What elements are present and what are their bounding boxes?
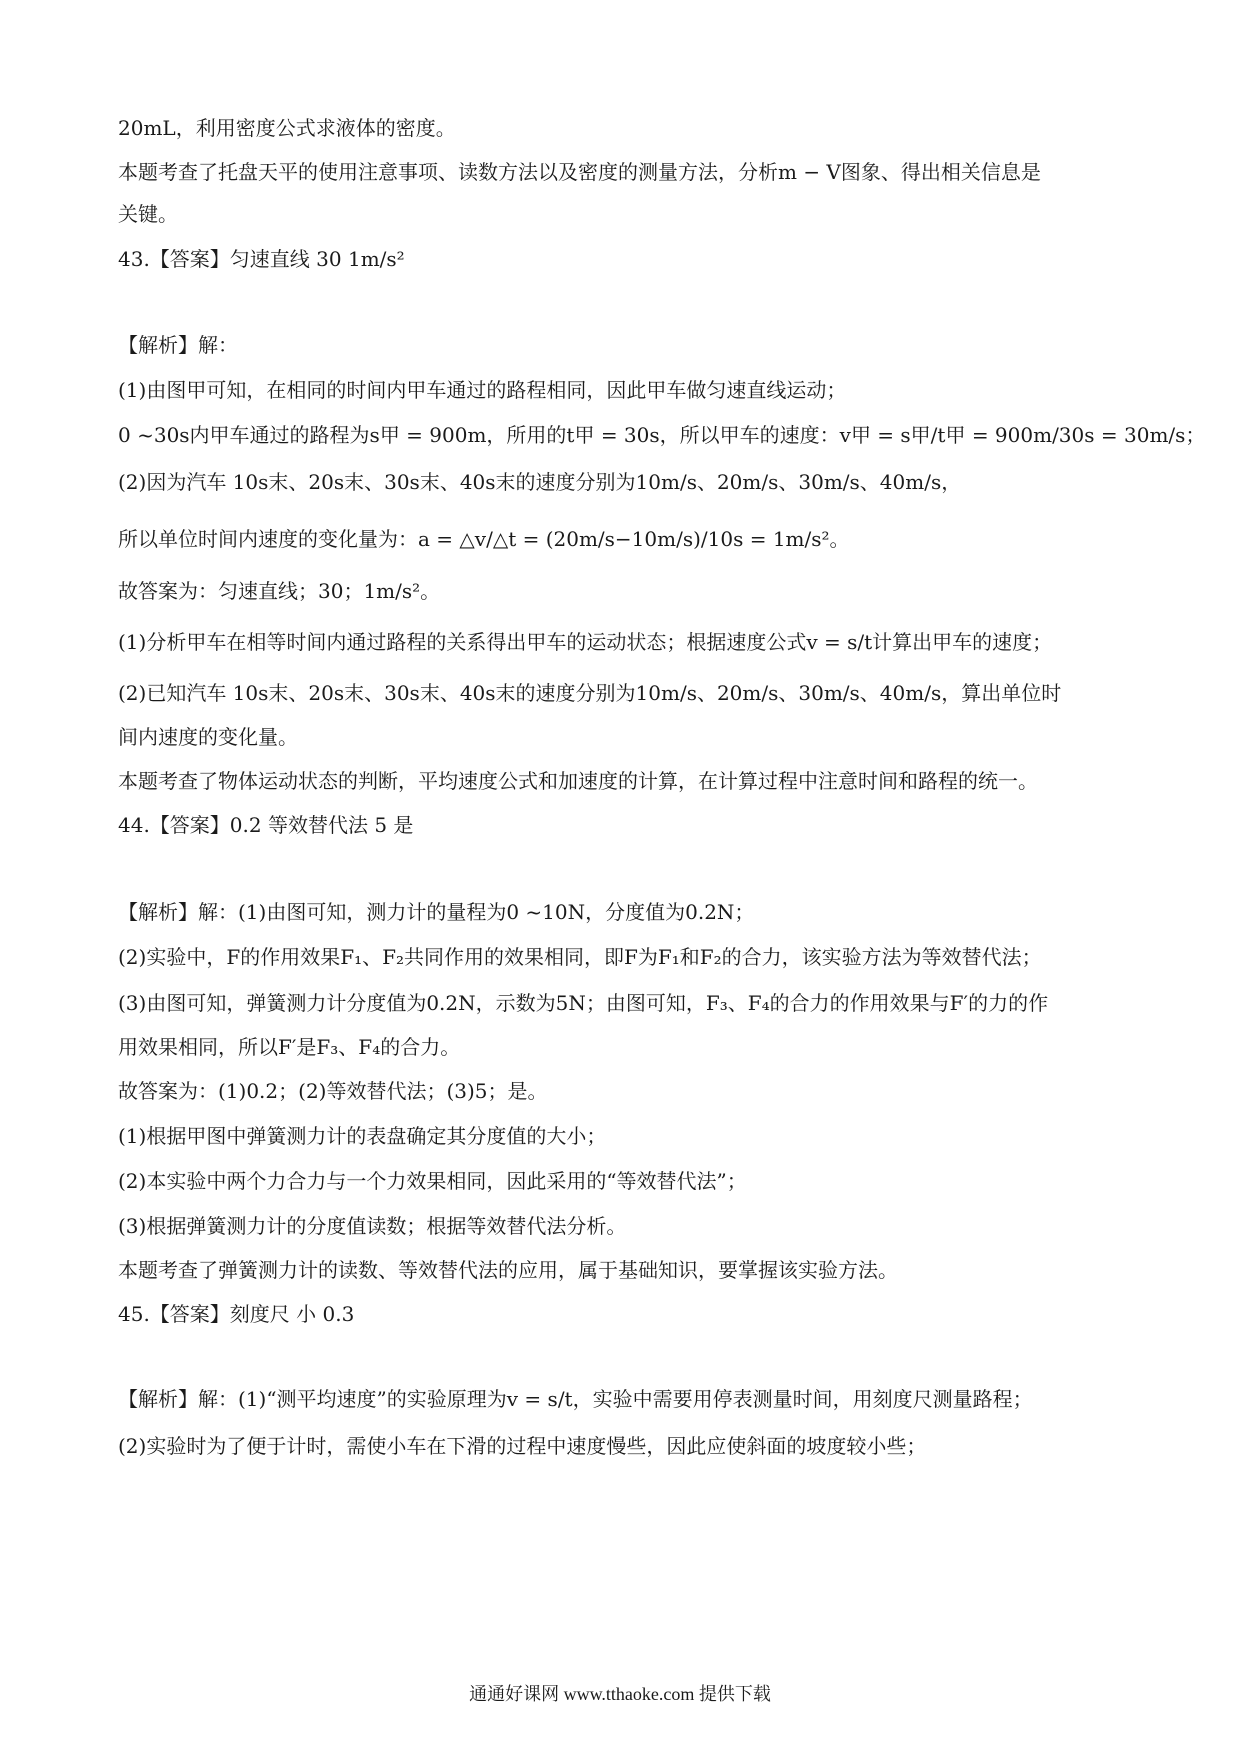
text-line-21: (1)根据甲图中弹簧测力计的表盘确定其分度值的大小； [118,1124,607,1148]
text-line-3: 关键。 [118,202,178,226]
text-line-8: (2)因为汽车 10s末、20s末、30s末、40s末的速度分别为10m/s、20m/s、30m/s、40m/s， [118,470,962,494]
text-line-4: 43.【答案】匀速直线 30 1m/s² [118,247,405,271]
page-footer: 通通好课网 www.tthaoke.com 提供下载 [469,1684,771,1704]
text-line-22: (2)本实验中两个力合力与一个力效果相同，因此采用的“等效替代法”； [118,1169,747,1193]
text-line-23: (3)根据弹簧测力计的分度值读数；根据等效替代法分析。 [118,1214,627,1238]
text-line-10: 故答案为：匀速直线；30；1m/s²。 [118,579,441,603]
text-line-2: 本题考查了托盘天平的使用注意事项、读数方法以及密度的测量方法，分析m − V图象、得出相关信息是 [118,160,1041,184]
text-line-17: (2)实验中，F的作用效果F₁、F₂共同作用的效果相同，即F为F₁和F₂的合力，该实验方法为等效替代法； [118,945,1042,969]
text-line-5: 【解析】解： [118,333,238,357]
text-line-19: 用效果相同，所以F′是F₃、F₄的合力。 [118,1035,461,1059]
text-line-7: 0 ~30s内甲车通过的路程为s甲 = 900m，所用的t甲 = 30s，所以甲车的速度：v甲 = s甲/t甲 = 900m/30s = 30m/s； [118,423,1206,447]
text-line-16: 【解析】解：(1)由图可知，测力计的量程为0 ~10N，分度值为0.2N； [118,900,755,924]
text-line-14: 本题考查了物体运动状态的判断，平均速度公式和加速度的计算，在计算过程中注意时间和路程的统一。 [118,769,1038,793]
text-line-27: (2)实验时为了便于计时，需使小车在下滑的过程中速度慢些，因此应使斜面的坡度较小些； [118,1434,927,1458]
text-line-24: 本题考查了弹簧测力计的读数、等效替代法的应用，属于基础知识，要掌握该实验方法。 [118,1258,898,1282]
text-line-26: 【解析】解：(1)“测平均速度”的实验原理为v = s/t，实验中需要用停表测量时间，用刻度尺测量路程； [118,1387,1033,1411]
text-line-13: 间内速度的变化量。 [118,725,298,749]
text-line-1: 20mL，利用密度公式求液体的密度。 [118,116,456,140]
text-line-15: 44.【答案】0.2 等效替代法 5 是 [118,813,414,837]
text-line-11: (1)分析甲车在相等时间内通过路程的关系得出甲车的运动状态；根据速度公式v = s/t计算出甲车的速度； [118,630,1053,654]
text-line-25: 45.【答案】刻度尺 小 0.3 [118,1302,355,1326]
text-line-18: (3)由图可知，弹簧测力计分度值为0.2N，示数为5N；由图可知，F₃、F₄的合力的作用效果与F′的力的作 [118,991,1049,1015]
text-line-20: 故答案为：(1)0.2；(2)等效替代法；(3)5；是。 [118,1079,548,1103]
text-line-12: (2)已知汽车 10s末、20s末、30s末、40s末的速度分别为10m/s、20m/s、30m/s、40m/s，算出单位时 [118,681,1062,705]
text-line-9: 所以单位时间内速度的变化量为：a = △v/△t = (20m/s−10m/s)/10s = 1m/s²。 [118,527,850,551]
text-line-6: (1)由图甲可知，在相同的时间内甲车通过的路程相同，因此甲车做匀速直线运动； [118,378,847,402]
